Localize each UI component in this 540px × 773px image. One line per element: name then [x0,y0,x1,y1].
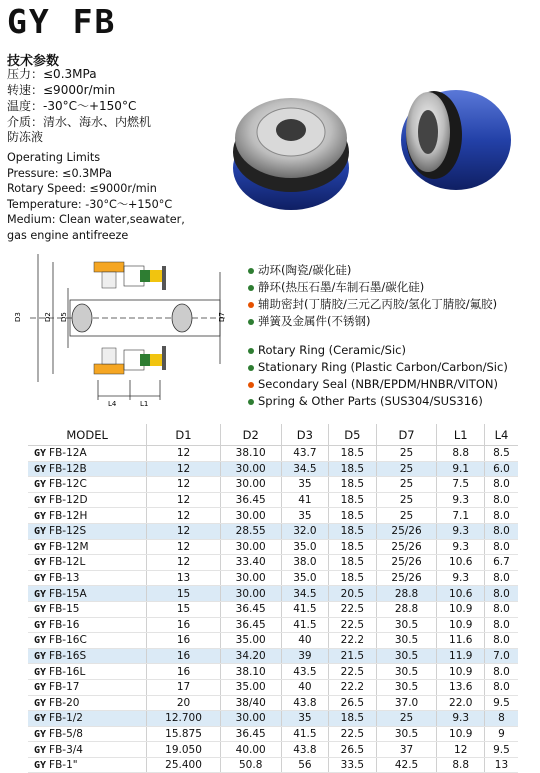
table-cell: 38/40 [220,695,281,711]
table-cell: 28.8 [376,586,437,602]
model-name: FB-15A [49,587,87,600]
model-cell [28,695,147,711]
cn-spec-heading: 技术参数 [7,54,60,69]
product-title: GY FB [7,2,117,41]
table-cell: 36.45 [220,492,281,508]
table-cell: 22.0 [437,695,484,711]
table-row [28,539,518,555]
table-cell: 18.5 [329,570,376,586]
model-name: FB-13 [49,572,80,585]
table-cell: 21.5 [329,648,376,664]
model-cell [28,711,147,727]
model-cell [28,648,147,664]
table-cell: 20.5 [329,586,376,602]
table-cell: 25/26 [376,555,437,571]
legend-item [248,359,508,376]
col-header-l1: L1 [437,424,484,446]
table-cell: 18.5 [329,477,376,493]
table-cell: 34.20 [220,648,281,664]
table-row [28,477,518,493]
bullet-icon [248,268,254,274]
table-cell: 16 [147,617,221,633]
table-cell: 18.5 [329,446,376,462]
table-cell: 8.0 [484,508,518,524]
en-spec-speed: Rotary Speed: ≤9000r/min [7,182,157,195]
table-cell: 22.5 [329,617,376,633]
table-cell: 22.2 [329,679,376,695]
table-cell: 9.3 [437,711,484,727]
model-cell [28,555,147,571]
table-row [28,617,518,633]
table-cell: 30.5 [376,679,437,695]
dimensions-table [28,424,518,773]
table-cell: 10.9 [437,664,484,680]
model-cell [28,633,147,649]
table-header-row [28,424,518,446]
table-cell: 12 [147,523,221,539]
table-cell: 8.0 [484,570,518,586]
table-cell: 33.5 [329,757,376,773]
table-cell: 15 [147,586,221,602]
bullet-icon [248,302,254,308]
en-spec-medium-cont: gas engine antifreeze [7,228,129,242]
table-cell: 7.0 [484,648,518,664]
table-cell: 10.9 [437,726,484,742]
brand-mark: GY [34,463,47,475]
brand-mark: GY [34,604,47,616]
legend-item [248,393,508,410]
table-cell: 18.5 [329,508,376,524]
table-cell: 35.0 [281,539,328,555]
model-name: FB-12C [49,478,87,491]
cn-spec-medium-cont: 防冻液 [7,130,44,144]
table-cell: 40.00 [220,742,281,758]
table-row [28,633,518,649]
table-cell: 18.5 [329,492,376,508]
table-cell: 18.5 [329,461,376,477]
table-row [28,446,518,462]
model-name: FB-20 [49,696,80,709]
table-cell: 43.5 [281,664,328,680]
table-cell: 6.7 [484,555,518,571]
table-cell: 8 [484,711,518,727]
table-row [28,586,518,602]
table-cell: 9.5 [484,742,518,758]
table-cell: 9.3 [437,492,484,508]
table-cell: 25 [376,508,437,524]
brand-mark: GY [34,541,47,553]
model-name: FB-1" [49,759,78,772]
model-cell [28,477,147,493]
bullet-icon [248,319,254,325]
brand-mark: GY [34,557,47,569]
legend-en-secondary: Secondary Seal (NBR/EPDM/HNBR/VITON) [258,377,498,391]
en-spec-medium: Medium: Clean water,seawater, [7,213,185,226]
table-row [28,757,518,773]
table-cell: 37 [376,742,437,758]
table-cell: 26.5 [329,742,376,758]
table-row [28,679,518,695]
table-cell: 18.5 [329,555,376,571]
col-header-d1: D1 [147,424,221,446]
model-cell [28,601,147,617]
table-cell: 30.5 [376,617,437,633]
legend-en-spring: Spring & Other Parts (SUS304/SUS316) [258,394,483,408]
table-cell: 30.00 [220,570,281,586]
table-cell: 9.3 [437,570,484,586]
model-name: FB-12H [49,509,88,522]
table-cell: 39 [281,648,328,664]
legend-item [248,342,508,359]
brand-mark: GY [34,635,47,647]
table-cell: 7.5 [437,477,484,493]
model-cell [28,539,147,555]
table-cell: 30.00 [220,477,281,493]
table-cell: 28.8 [376,601,437,617]
table-cell: 25/26 [376,570,437,586]
table-cell: 34.5 [281,586,328,602]
model-name: FB-12L [49,556,86,569]
table-row [28,711,518,727]
table-row [28,555,518,571]
brand-mark: GY [34,682,47,694]
table-cell: 11.9 [437,648,484,664]
model-name: FB-12B [49,462,87,475]
table-cell: 30.00 [220,711,281,727]
table-cell: 12 [147,492,221,508]
seal-photo-illustration [216,40,534,245]
table-cell: 38.10 [220,664,281,680]
table-cell: 56 [281,757,328,773]
en-spec-temperature: Temperature: -30°C～+150°C [7,197,173,211]
brand-mark: GY [34,651,47,663]
legend-en-rotary: Rotary Ring (Ceramic/Sic) [258,343,406,357]
table-cell: 11.6 [437,633,484,649]
en-spec-pressure: Pressure: ≤0.3MPa [7,166,113,180]
table-cell: 35.0 [281,570,328,586]
table-cell: 40 [281,633,328,649]
table-cell: 12 [147,539,221,555]
table-cell: 30.00 [220,586,281,602]
brand-mark: GY [34,666,47,678]
model-name: FB-17 [49,681,80,694]
table-row [28,523,518,539]
model-cell [28,586,147,602]
col-header-d2: D2 [220,424,281,446]
legend-item [248,296,508,313]
model-name: FB-12D [49,494,88,507]
table-cell: 41.5 [281,617,328,633]
table-cell: 12.700 [147,711,221,727]
table-cell: 17 [147,679,221,695]
label-d7: D7 [218,312,226,322]
model-cell [28,446,147,462]
model-cell [28,679,147,695]
table-cell: 7.1 [437,508,484,524]
table-cell: 22.2 [329,633,376,649]
table-cell: 41 [281,492,328,508]
brand-mark: GY [34,728,47,740]
table-cell: 8.0 [484,679,518,695]
table-cell: 15 [147,601,221,617]
seal-cross-section-drawing [10,250,240,410]
table-cell: 12 [147,461,221,477]
materials-legend [248,262,508,410]
table-cell: 8.0 [484,523,518,539]
table-cell: 40 [281,679,328,695]
table-cell: 30.5 [376,648,437,664]
table-cell: 38.10 [220,446,281,462]
model-name: FB-1/2 [49,712,83,725]
table-cell: 12 [147,477,221,493]
product-photo [216,40,534,245]
brand-mark: GY [34,588,47,600]
table-cell: 35.00 [220,633,281,649]
table-row [28,508,518,524]
table-cell: 30.00 [220,461,281,477]
model-cell [28,664,147,680]
legend-cn-stationary: 静环(热压石墨/车制石墨/碳化硅) [258,280,425,294]
table-cell: 8.0 [484,539,518,555]
table-cell: 22.5 [329,664,376,680]
table-row [28,664,518,680]
legend-item [248,376,508,393]
table-row [28,492,518,508]
table-cell: 9 [484,726,518,742]
brand-mark: GY [34,713,47,725]
table-cell: 37.0 [376,695,437,711]
model-name: FB-15 [49,603,80,616]
table-cell: 8.0 [484,477,518,493]
table-cell: 16 [147,664,221,680]
table-cell: 42.5 [376,757,437,773]
table-row [28,570,518,586]
table-cell: 36.45 [220,601,281,617]
col-header-d5: D5 [329,424,376,446]
table-cell: 8.0 [484,586,518,602]
table-cell: 25 [376,492,437,508]
brand-mark: GY [34,526,47,538]
table-cell: 43.7 [281,446,328,462]
table-cell: 41.5 [281,726,328,742]
table-cell: 10.6 [437,586,484,602]
model-cell [28,523,147,539]
legend-cn-rotary: 动环(陶瓷/碳化硅) [258,263,352,277]
label-l4: L4 [108,400,117,408]
model-name: FB-12M [49,540,89,553]
table-cell: 30.00 [220,508,281,524]
table-cell: 41.5 [281,601,328,617]
table-cell: 33.40 [220,555,281,571]
table-cell: 6.0 [484,461,518,477]
table-cell: 9.3 [437,523,484,539]
bullet-icon [248,399,254,405]
table-row [28,742,518,758]
col-header-model: MODEL [28,424,147,446]
table-cell: 34.5 [281,461,328,477]
brand-mark: GY [34,573,47,585]
brand-mark: GY [34,495,47,507]
table-cell: 20 [147,695,221,711]
model-cell [28,570,147,586]
table-cell: 18.5 [329,711,376,727]
table-cell: 10.9 [437,601,484,617]
table-cell: 25 [376,711,437,727]
table-cell: 30.5 [376,664,437,680]
table-cell: 25 [376,477,437,493]
table-cell: 15.875 [147,726,221,742]
label-d3: D3 [14,312,22,322]
table-cell: 9.1 [437,461,484,477]
brand-mark: GY [34,448,47,460]
table-cell: 8.0 [484,664,518,680]
table-cell: 30.5 [376,726,437,742]
legend-cn-spring: 弹簧及金属件(不锈钢) [258,314,371,328]
en-operating-limits [7,150,185,243]
model-cell [28,508,147,524]
table-cell: 26.5 [329,695,376,711]
brand-mark: GY [34,744,47,756]
model-name: FB-12S [49,525,87,538]
model-cell [28,742,147,758]
table-cell: 35 [281,711,328,727]
model-name: FB-16L [49,665,86,678]
table-cell: 16 [147,648,221,664]
table-cell: 43.8 [281,695,328,711]
table-cell: 13.6 [437,679,484,695]
table-cell: 38.0 [281,555,328,571]
model-name: FB-12A [49,447,87,460]
model-name: FB-3/4 [49,743,83,756]
table-row [28,648,518,664]
model-cell [28,492,147,508]
table-cell: 9.5 [484,695,518,711]
legend-item [248,279,508,296]
model-name: FB-16C [49,634,87,647]
model-cell [28,617,147,633]
table-cell: 25.400 [147,757,221,773]
legend-cn-secondary: 辅助密封(丁腈胶/三元乙丙胶/氢化丁腈胶/氟胶) [258,297,498,311]
table-cell: 18.5 [329,539,376,555]
col-header-d3: D3 [281,424,328,446]
table-row [28,601,518,617]
cn-spec-temperature: 温度：-30°C～+150°C [7,99,137,113]
brand-mark: GY [34,760,47,772]
table-cell: 8.8 [437,757,484,773]
table-cell: 12 [437,742,484,758]
table-cell: 32.0 [281,523,328,539]
model-name: FB-16 [49,618,80,631]
en-spec-heading: Operating Limits [7,151,101,164]
table-cell: 30.5 [376,633,437,649]
model-name: FB-5/8 [49,727,83,740]
cn-spec-medium: 介质：清水、海水、内燃机 [7,115,152,129]
table-cell: 8.0 [484,617,518,633]
table-cell: 35 [281,508,328,524]
brand-mark: GY [34,697,47,709]
table-row [28,695,518,711]
table-cell: 8.0 [484,633,518,649]
table-row [28,726,518,742]
table-row [28,461,518,477]
table-cell: 8.0 [484,492,518,508]
table-cell: 16 [147,633,221,649]
table-cell: 8.0 [484,601,518,617]
table-cell: 10.9 [437,617,484,633]
bullet-icon [248,365,254,371]
model-cell [28,757,147,773]
table-cell: 22.5 [329,601,376,617]
legend-item [248,262,508,279]
table-cell: 12 [147,446,221,462]
table-cell: 35.00 [220,679,281,695]
table-cell: 13 [147,570,221,586]
col-header-d7: D7 [376,424,437,446]
model-cell [28,726,147,742]
table-cell: 19.050 [147,742,221,758]
label-d2: D2 [44,312,52,322]
cn-spec-speed: 转速：≤9000r/min [7,83,116,97]
table-cell: 8.8 [437,446,484,462]
table-cell: 8.5 [484,446,518,462]
table-cell: 25/26 [376,539,437,555]
brand-mark: GY [34,619,47,631]
legend-item [248,313,508,330]
table-cell: 9.3 [437,539,484,555]
bullet-icon [248,285,254,291]
label-d5: D5 [60,312,68,322]
model-name: FB-16S [49,650,87,663]
table-cell: 12 [147,555,221,571]
table-cell: 35 [281,477,328,493]
table-cell: 25/26 [376,523,437,539]
cn-spec-pressure: 压力：≤0.3MPa [7,67,97,81]
label-l1: L1 [140,400,149,408]
table-cell: 43.8 [281,742,328,758]
brand-mark: GY [34,479,47,491]
bullet-icon [248,382,254,388]
table-cell: 18.5 [329,523,376,539]
table-cell: 22.5 [329,726,376,742]
col-header-l4: L4 [484,424,518,446]
table-cell: 12 [147,508,221,524]
table-cell: 28.55 [220,523,281,539]
table-cell: 36.45 [220,726,281,742]
table-cell: 36.45 [220,617,281,633]
bullet-icon [248,348,254,354]
table-cell: 25 [376,461,437,477]
table-cell: 10.6 [437,555,484,571]
brand-mark: GY [34,510,47,522]
table-cell: 13 [484,757,518,773]
legend-en-stationary: Stationary Ring (Plastic Carbon/Carbon/Sic) [258,360,508,374]
table-cell: 50.8 [220,757,281,773]
model-cell [28,461,147,477]
table-cell: 30.00 [220,539,281,555]
table-cell: 25 [376,446,437,462]
